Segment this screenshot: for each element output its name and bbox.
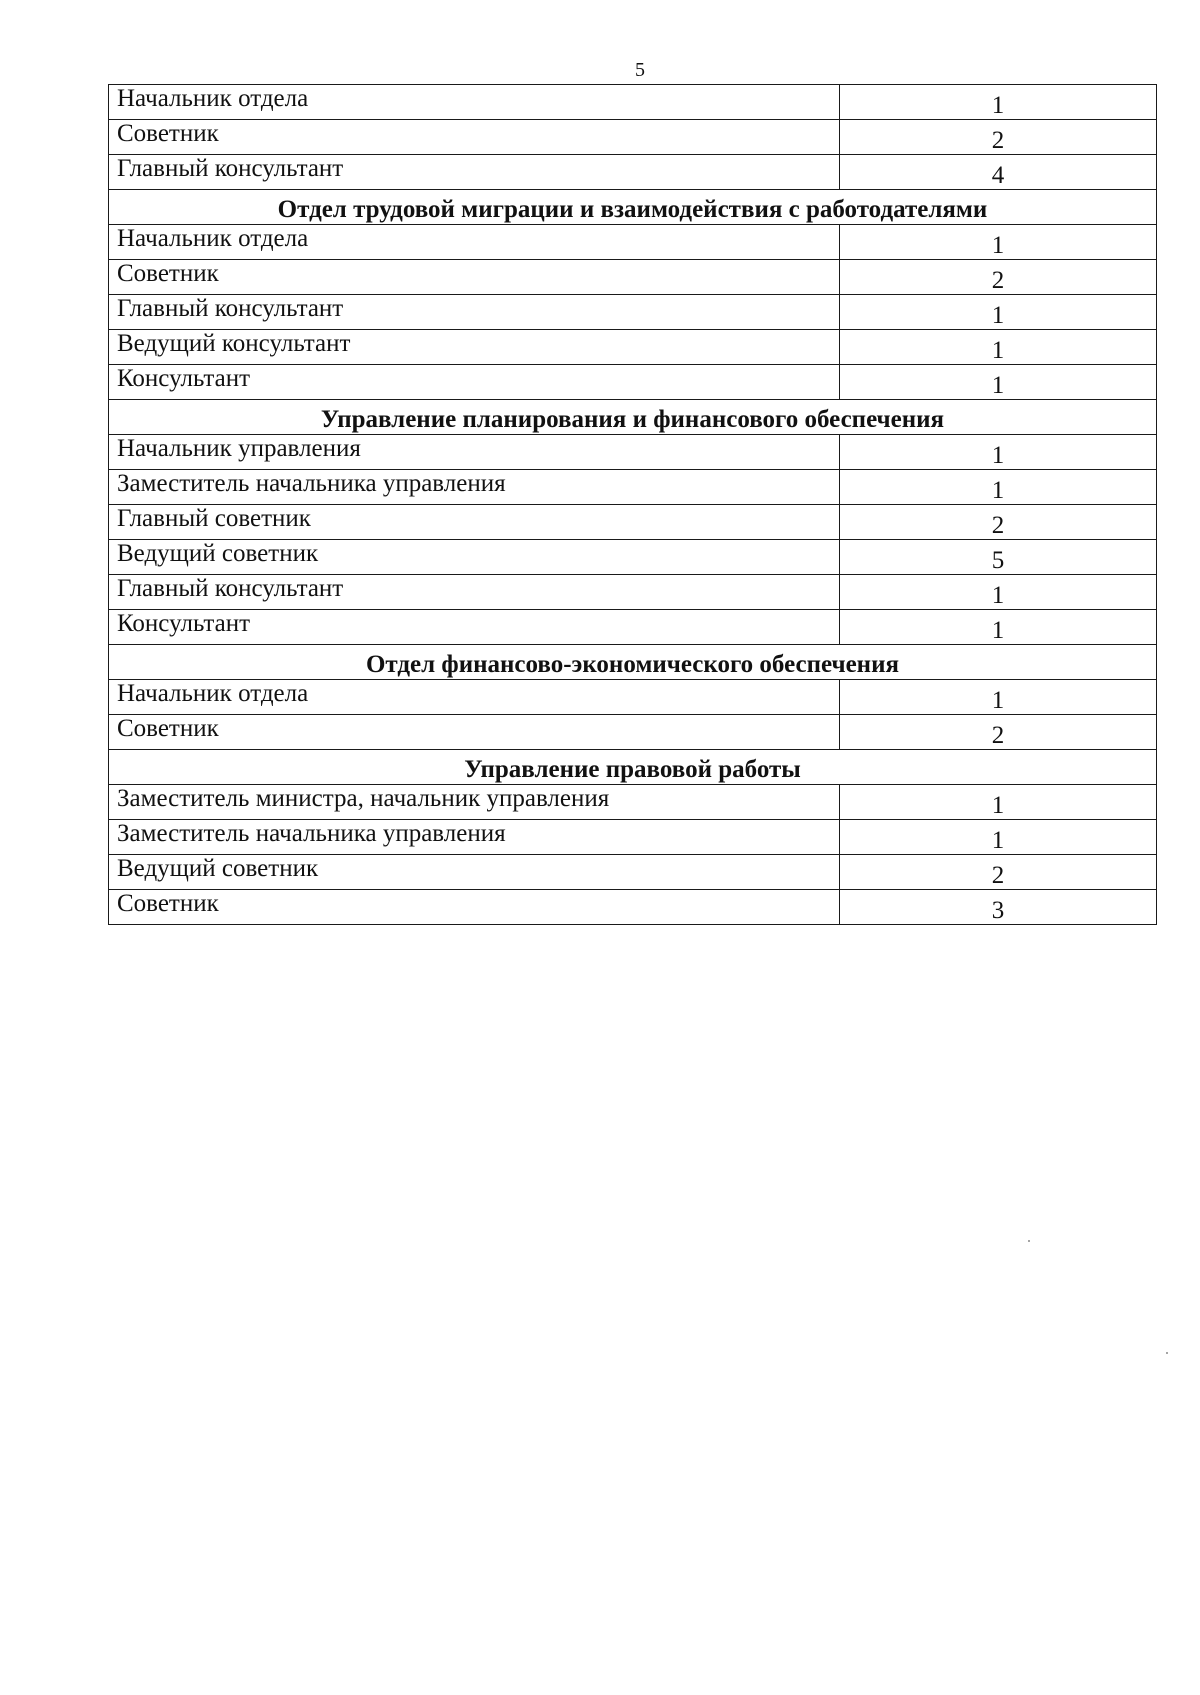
page-number: 5 — [635, 59, 645, 81]
section-title: Отдел трудовой миграции и взаимодействия с работодателями — [109, 190, 1157, 225]
position-title-cell: Ведущий консультант — [109, 330, 840, 365]
section-title: Управление правовой работы — [109, 750, 1157, 785]
table-row — [109, 365, 1157, 400]
position-title-cell: Заместитель начальника управления — [109, 820, 840, 855]
table-row — [109, 715, 1157, 750]
section-header-row — [109, 400, 1157, 435]
staff-count-cell: 1 — [840, 85, 1157, 120]
position-title-cell: Советник — [109, 120, 840, 155]
staff-count-cell: 2 — [840, 120, 1157, 155]
staff-count-cell: 3 — [840, 890, 1157, 925]
section-title: Отдел финансово-экономического обеспечения — [109, 645, 1157, 680]
table-row — [109, 890, 1157, 925]
position-title-cell: Начальник управления — [109, 435, 840, 470]
table-row — [109, 575, 1157, 610]
table-row — [109, 470, 1157, 505]
staff-count-cell: 1 — [840, 225, 1157, 260]
staffing-table — [108, 84, 1157, 925]
table-row — [109, 85, 1157, 120]
table-row — [109, 225, 1157, 260]
staff-count-cell: 1 — [840, 680, 1157, 715]
table-row — [109, 820, 1157, 855]
table-row — [109, 330, 1157, 365]
position-title-cell: Главный консультант — [109, 575, 840, 610]
position-title-cell: Консультант — [109, 610, 840, 645]
staff-count-cell: 1 — [840, 330, 1157, 365]
section-title: Управление планирования и финансового обеспечения — [109, 400, 1157, 435]
position-title-cell: Консультант — [109, 365, 840, 400]
staff-count-cell: 1 — [840, 470, 1157, 505]
table-row — [109, 435, 1157, 470]
position-title-cell: Заместитель министра, начальник управления — [109, 785, 840, 820]
section-header-row — [109, 750, 1157, 785]
staff-count-cell: 2 — [840, 260, 1157, 295]
table-row — [109, 295, 1157, 330]
staff-count-cell: 1 — [840, 785, 1157, 820]
table-row — [109, 680, 1157, 715]
table-row — [109, 540, 1157, 575]
position-title-cell: Ведущий советник — [109, 855, 840, 890]
table-row — [109, 155, 1157, 190]
section-header-row — [109, 190, 1157, 225]
staff-count-cell: 2 — [840, 855, 1157, 890]
staffing-table-body — [109, 85, 1157, 925]
position-title-cell: Начальник отдела — [109, 225, 840, 260]
position-title-cell: Советник — [109, 260, 840, 295]
staff-count-cell: 1 — [840, 610, 1157, 645]
table-row — [109, 260, 1157, 295]
staff-count-cell: 1 — [840, 820, 1157, 855]
table-row — [109, 610, 1157, 645]
table-row — [109, 505, 1157, 540]
scan-speck — [1166, 1352, 1168, 1354]
position-title-cell: Главный советник — [109, 505, 840, 540]
table-row — [109, 785, 1157, 820]
staff-count-cell: 1 — [840, 295, 1157, 330]
position-title-cell: Советник — [109, 715, 840, 750]
position-title-cell: Ведущий советник — [109, 540, 840, 575]
staff-count-cell: 1 — [840, 575, 1157, 610]
staff-count-cell: 1 — [840, 435, 1157, 470]
staff-count-cell: 1 — [840, 365, 1157, 400]
position-title-cell: Заместитель начальника управления — [109, 470, 840, 505]
staff-count-cell: 5 — [840, 540, 1157, 575]
position-title-cell: Начальник отдела — [109, 680, 840, 715]
staff-count-cell: 4 — [840, 155, 1157, 190]
position-title-cell: Советник — [109, 890, 840, 925]
scan-speck — [1028, 1240, 1030, 1242]
staff-count-cell: 2 — [840, 505, 1157, 540]
position-title-cell: Главный консультант — [109, 155, 840, 190]
table-row — [109, 855, 1157, 890]
position-title-cell: Начальник отдела — [109, 85, 840, 120]
section-header-row — [109, 645, 1157, 680]
position-title-cell: Главный консультант — [109, 295, 840, 330]
table-row — [109, 120, 1157, 155]
staff-count-cell: 2 — [840, 715, 1157, 750]
